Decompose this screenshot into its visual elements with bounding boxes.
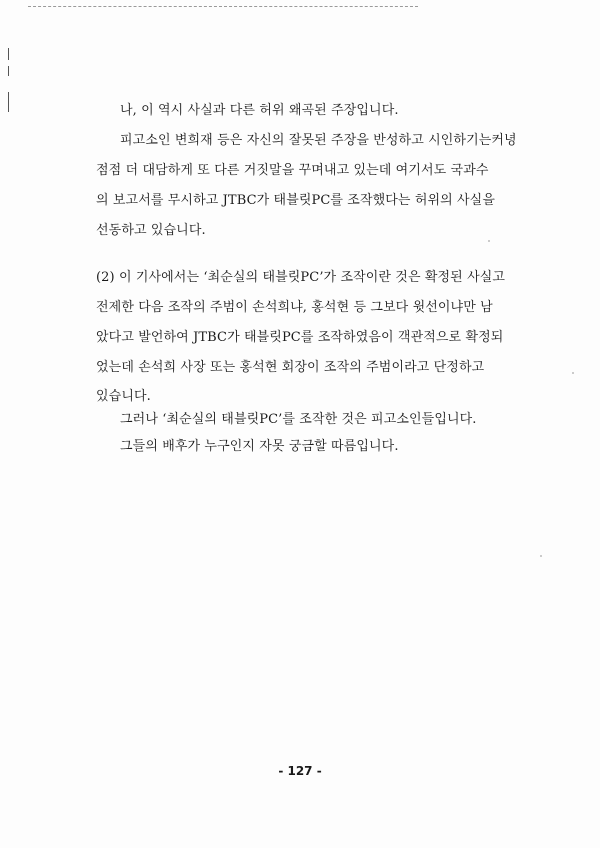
- paragraph-line: (2) 이 기사에서는 ‘최순실의 태블릿PC’가 조작이란 것은 확정된 사실고: [96, 270, 506, 285]
- paragraph-line: 의 보고서를 무시하고 JTBC가 태블릿PC를 조작했다는 허위의 사실을: [96, 193, 495, 208]
- page-number: - 127 -: [278, 764, 322, 778]
- scan-margin-mark: [8, 92, 9, 112]
- paragraph-line: 그들의 배후가 누구인지 자못 궁금할 따름입니다.: [120, 439, 399, 454]
- scan-margin-mark: [8, 66, 9, 76]
- scan-speck: [540, 555, 542, 557]
- paragraph-line: 그러나 ‘최순실의 태블릿PC’를 조작한 것은 피고소인들입니다.: [120, 412, 477, 427]
- scan-margin-mark: [8, 48, 9, 60]
- paragraph-line: 었는데 손석희 사장 또는 홍석현 회장이 조작의 주범이라고 단정하고: [96, 360, 485, 375]
- paragraph-line: 피고소인 변희재 등은 자신의 잘못된 주장을 반성하고 시인하기는커녕: [120, 133, 517, 148]
- paragraph-line: 았다고 발언하여 JTBC가 태블릿PC를 조작하였음이 객관적으로 확정되: [96, 330, 504, 345]
- paragraph-line: 점점 더 대담하게 또 다른 거짓말을 꾸며내고 있는데 여기서도 국과수: [96, 163, 489, 178]
- paragraph-line: 선동하고 있습니다.: [96, 223, 206, 238]
- paragraph-line: 있습니다.: [96, 389, 151, 404]
- scan-top-rule: [28, 6, 418, 7]
- paragraph-line: 전제한 다음 조작의 주범이 손석희냐, 홍석현 등 그보다 윗선이냐만 남: [96, 300, 493, 315]
- paragraph-line: 나, 이 역시 사실과 다른 허위 왜곡된 주장입니다.: [120, 103, 399, 118]
- scan-speck: [572, 372, 574, 374]
- scan-speck: [488, 240, 490, 242]
